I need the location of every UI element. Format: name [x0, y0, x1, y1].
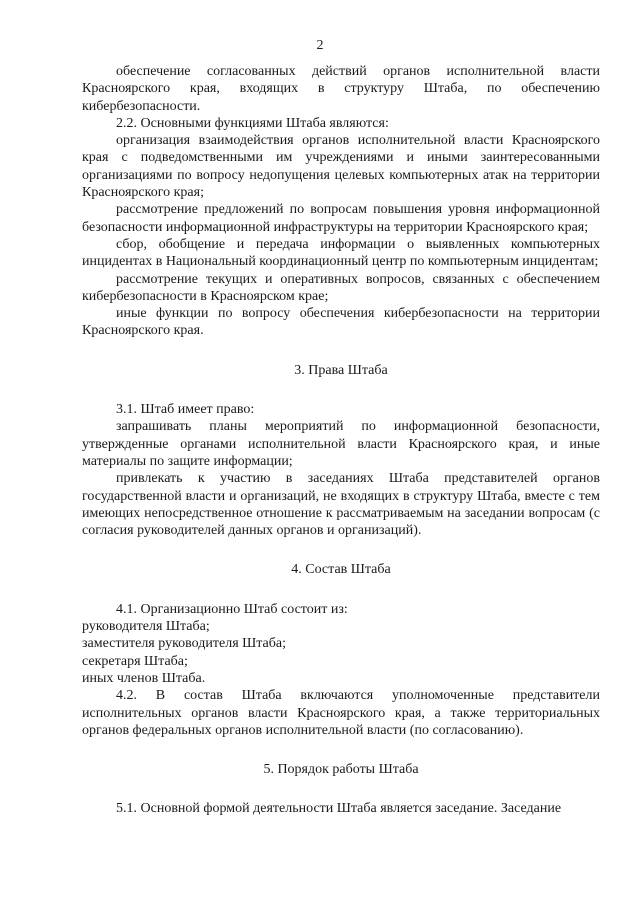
list-item-members: иных членов Штаба. [82, 670, 206, 686]
list-item-leader: руководителя Штаба; [82, 619, 210, 635]
paragraph-function-4: рассмотрение текущих и оперативных вопросов, связанных с обеспечением кибербезопасности в Красноярском крае; [82, 271, 600, 304]
document-body [82, 63, 600, 818]
section-heading-3: 3. Права Штаба [294, 362, 388, 378]
paragraph-function-3: сбор, обобщение и передача информации о выявленных компьютерных инцидентах в Национальный координационный центр по компьютерным инцидентам; [82, 236, 600, 270]
paragraph-4-2: 4.2. В состав Штаба включаются уполномоченные представители исполнительных органов власти Красноярского края, а также территориальных органов федеральных органов исполнительной власти (по согласованию). [82, 688, 600, 738]
section-heading-4: 4. Состав Штаба [291, 562, 391, 578]
page-number: 2 [316, 38, 324, 53]
paragraph-5-1: 5.1. Основной формой деятельности Штаба является заседание. Заседание [116, 801, 562, 817]
paragraph-3-1: 3.1. Штаб имеет право: [116, 402, 255, 418]
list-item-secretary: секретаря Штаба; [82, 653, 188, 669]
paragraph-right-2: привлекать к участию в заседаниях Штаба представителей органов государственной власти и организаций, не входящих в структуру Штаба, вместе с тем имеющих непосредственное отношение к рассматриваемым на заседании вопросам (с согласия руководителей данных органов и организаций). [82, 471, 600, 539]
paragraph-function-1: организация взаимодействия органов исполнительной власти Красноярского края с подведомственными им учреждениями и иными заинтересованными организациями по вопросу недопущения целевых компьютерных атак на территории Красноярского края; [82, 133, 600, 201]
paragraph-2-2: 2.2. Основными функциями Штаба являются: [116, 115, 389, 131]
paragraph-function-2: рассмотрение предложений по вопросам повышения уровня информационной безопасности информационной инфраструктуры на территории Красноярского края; [82, 202, 600, 235]
paragraph-function-5: иные функции по вопросу обеспечения кибербезопасности на территории Красноярского края. [82, 306, 600, 339]
paragraph-right-1: запрашивать планы мероприятий по информационной безопасности, утвержденные органами исполнительной власти Красноярского края, и иные материалы по защите информации; [82, 419, 600, 469]
section-heading-5: 5. Порядок работы Штаба [263, 762, 419, 778]
paragraph-4-1: 4.1. Организационно Штаб состоит из: [116, 601, 348, 617]
list-item-deputy: заместителя руководителя Штаба; [82, 636, 286, 652]
paragraph-goal: обеспечение согласованных действий органов исполнительной власти Красноярского края, входящих в структуру Штаба, по обеспечению кибербезопасности. [82, 64, 600, 114]
